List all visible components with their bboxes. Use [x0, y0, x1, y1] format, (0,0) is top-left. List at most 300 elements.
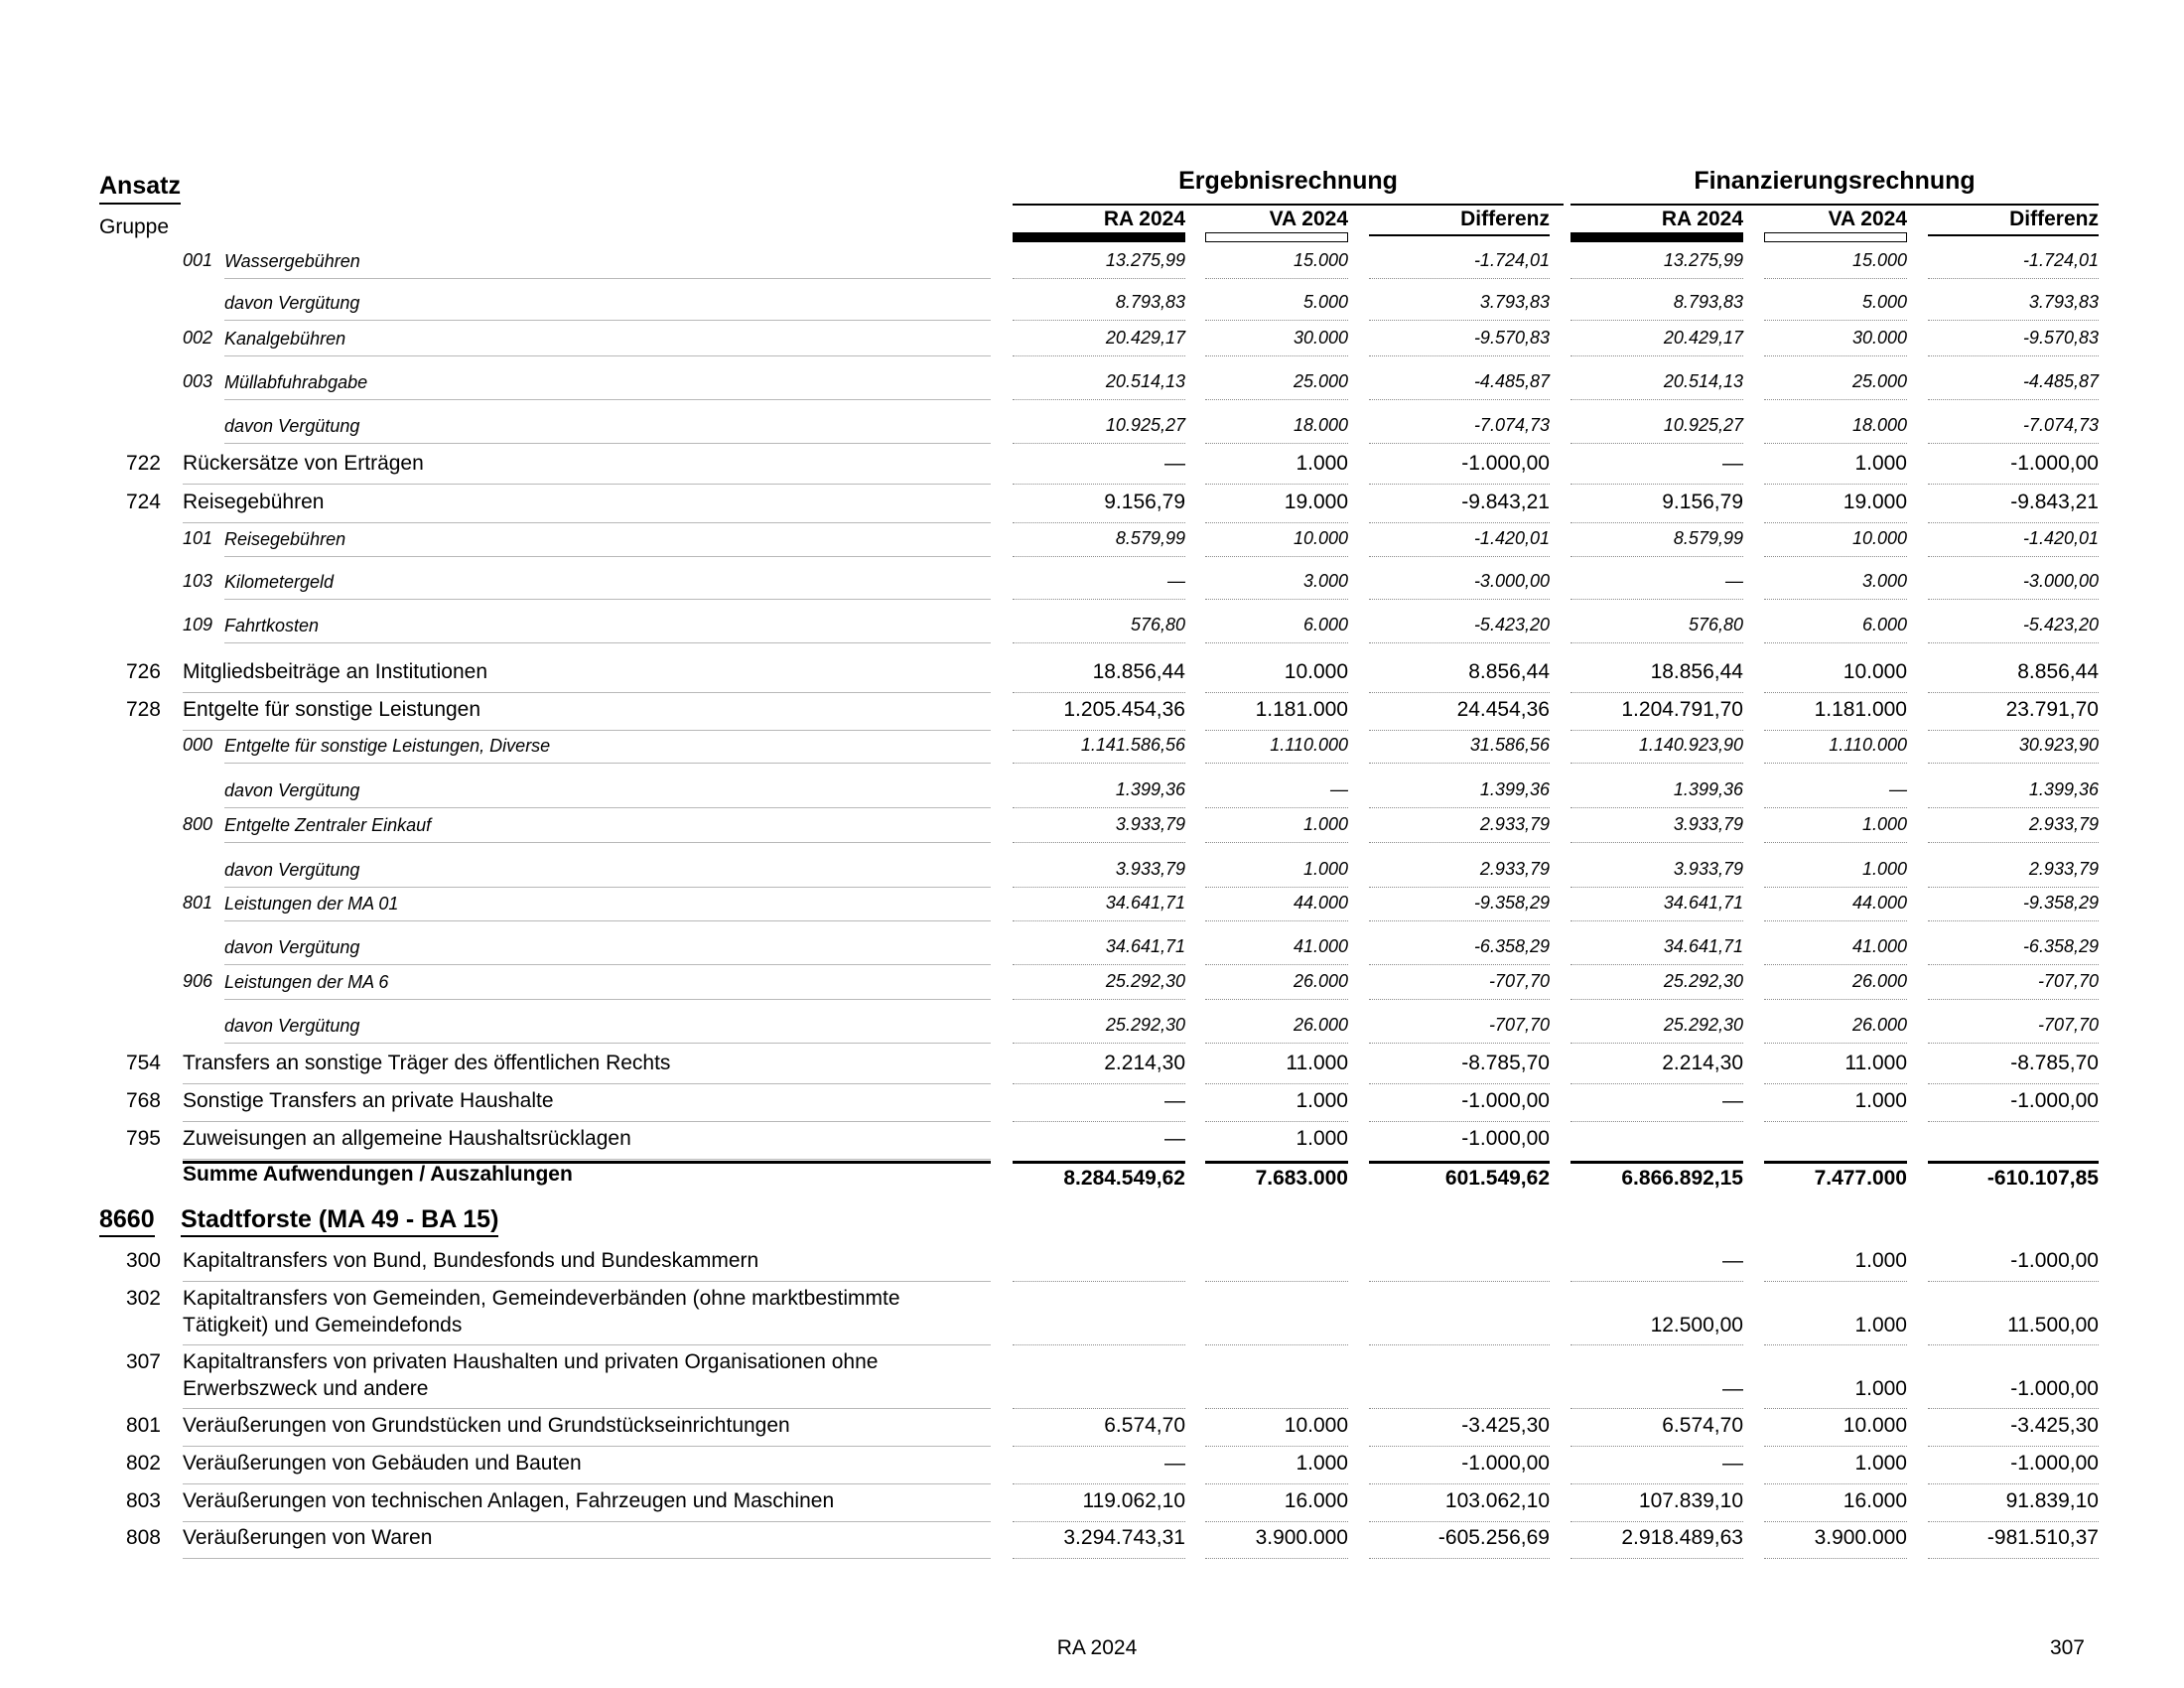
footer-label: RA 2024	[1056, 1636, 1138, 1659]
cell-divider	[1013, 1521, 1185, 1522]
row-divider	[183, 692, 991, 693]
cell-ergebnis-va: 25.000	[1293, 371, 1348, 391]
row-code: 001	[183, 250, 213, 270]
cell-divider	[1928, 842, 2099, 843]
cell-divider	[1764, 920, 1907, 921]
cell-divider	[1013, 842, 1185, 843]
cell-finanz-diff: -1.724,01	[2022, 250, 2099, 270]
col-header-finanz-ra: RA 2024	[1570, 205, 1743, 236]
row-divider	[224, 642, 991, 643]
row-label: Veräußerungen von Grundstücken und Grundstückseinrichtungen	[183, 1414, 790, 1437]
row-code: 795	[125, 1127, 161, 1150]
cell-divider	[1764, 522, 1907, 523]
cell-divider	[1570, 964, 1743, 965]
gruppe-header: Gruppe	[99, 215, 170, 238]
cell-divider	[1013, 443, 1185, 444]
cell-divider	[1764, 355, 1907, 356]
cell-divider	[1205, 1281, 1348, 1282]
cell-divider	[1570, 730, 1743, 731]
cell-divider	[1013, 1043, 1185, 1044]
cell-ergebnis-diff: -3.000,00	[1473, 571, 1550, 591]
row-code: 726	[125, 660, 161, 683]
cell-ergebnis-va: 1.000	[1296, 1089, 1348, 1112]
cell-divider	[1764, 599, 1907, 600]
cell-finanz-va: 26.000	[1851, 971, 1907, 991]
cell-divider	[1205, 320, 1348, 321]
cell-divider	[1205, 278, 1348, 279]
cell-divider	[1369, 1083, 1550, 1084]
cell-finanz-va: 10.000	[1843, 1414, 1907, 1437]
cell-divider	[1013, 887, 1185, 888]
cell-divider	[1570, 443, 1743, 444]
cell-divider	[1928, 399, 2099, 400]
cell-divider	[1369, 642, 1550, 643]
row-code: 724	[125, 491, 161, 513]
cell-divider	[1013, 1483, 1185, 1484]
cell-ergebnis-diff: -4.485,87	[1473, 371, 1550, 391]
cell-divider	[1013, 920, 1185, 921]
row-label: Reisegebühren	[183, 491, 325, 513]
cell-finanz-ra: 2.918.489,63	[1621, 1526, 1743, 1549]
cell-finanz-ra: —	[1722, 1377, 1743, 1400]
cell-divider	[1764, 399, 1907, 400]
cell-finanz-ra: 12.500,00	[1650, 1314, 1743, 1336]
row-divider	[224, 964, 991, 965]
cell-divider	[1013, 1446, 1185, 1447]
cell-divider	[1013, 807, 1185, 808]
cell-divider	[1570, 399, 1743, 400]
cell-ergebnis-va: 3.900.000	[1255, 1526, 1348, 1549]
ra-indicator-bar	[1013, 232, 1185, 242]
cell-ergebnis-ra: 3.933,79	[1115, 859, 1185, 879]
cell-ergebnis-ra: 34.641,71	[1105, 936, 1185, 956]
cell-ergebnis-ra: 34.641,71	[1105, 893, 1185, 913]
cell-ergebnis-va: 1.000	[1296, 452, 1348, 475]
cell-finanz-ra: 3.933,79	[1673, 859, 1743, 879]
cell-finanz-ra: —	[1722, 1249, 1743, 1272]
row-label: Leistungen der MA 6	[224, 972, 389, 992]
cell-divider	[1570, 1043, 1743, 1044]
cell-ergebnis-va: 11.000	[1286, 1052, 1348, 1074]
cell-divider	[1570, 887, 1743, 888]
cell-ergebnis-diff: 103.062,10	[1444, 1489, 1550, 1512]
cell-finanz-va: 44.000	[1851, 893, 1907, 913]
row-code: 002	[183, 328, 213, 348]
cell-ergebnis-va: 6.000	[1302, 615, 1348, 634]
cell-finanz-va: —	[1889, 779, 1907, 799]
row-divider	[183, 1558, 991, 1559]
cell-ergebnis-diff: -1.000,00	[1461, 1452, 1550, 1475]
cell-finanz-ra: 2.214,30	[1662, 1052, 1743, 1074]
cell-finanz-diff: -1.000,00	[2010, 1377, 2099, 1400]
cell-ergebnis-va: 1.000	[1302, 859, 1348, 879]
cell-divider	[1013, 763, 1185, 764]
row-label: davon Vergütung	[224, 780, 360, 800]
cell-divider	[1764, 999, 1907, 1000]
cell-ergebnis-va: 10.000	[1284, 660, 1348, 683]
cell-divider	[1570, 556, 1743, 557]
cell-ergebnis-ra: 25.292,30	[1105, 971, 1185, 991]
cell-finanz-ra: 10.925,27	[1663, 415, 1743, 435]
row-code: 103	[183, 571, 213, 591]
cell-finanz-diff: 91.839,10	[2005, 1489, 2099, 1512]
cell-ergebnis-va: 15.000	[1293, 250, 1348, 270]
cell-finanz-ra: —	[1722, 452, 1743, 475]
cell-ergebnis-diff: -1.000,00	[1461, 1127, 1550, 1150]
row-code: 722	[125, 452, 161, 475]
cell-ergebnis-va: 18.000	[1293, 415, 1348, 435]
cell-divider	[1570, 320, 1743, 321]
cell-ergebnis-ra: 576,80	[1130, 615, 1185, 634]
cell-divider	[1928, 1121, 2099, 1122]
row-code: 109	[183, 615, 213, 634]
cell-ergebnis-va: 26.000	[1293, 1015, 1348, 1035]
cell-divider	[1764, 1446, 1907, 1447]
cell-divider	[1013, 556, 1185, 557]
cell-divider	[1205, 730, 1348, 731]
cell-divider	[1369, 355, 1550, 356]
cell-finanz-diff: -610.107,85	[1986, 1167, 2099, 1190]
cell-ergebnis-diff: -707,70	[1488, 971, 1550, 991]
cell-divider	[1369, 692, 1550, 693]
cell-divider	[1013, 484, 1185, 485]
cell-ergebnis-diff: 3.793,83	[1479, 292, 1550, 312]
cell-divider	[1928, 1281, 2099, 1282]
cell-divider	[1928, 1161, 2099, 1164]
cell-finanz-diff: -9.843,21	[2010, 491, 2099, 513]
col-header-ergebnis-va: VA 2024	[1205, 205, 1348, 236]
cell-ergebnis-diff: 8.856,44	[1468, 660, 1550, 683]
row-code: 800	[183, 814, 213, 834]
cell-ergebnis-va: —	[1330, 779, 1348, 799]
cell-divider	[1013, 999, 1185, 1000]
cell-finanz-va: 16.000	[1843, 1489, 1907, 1512]
cell-divider	[1369, 887, 1550, 888]
cell-finanz-va: 26.000	[1851, 1015, 1907, 1035]
cell-divider	[1013, 642, 1185, 643]
cell-divider	[1928, 278, 2099, 279]
cell-divider	[1928, 692, 2099, 693]
section-title: Stadtforste (MA 49 - BA 15)	[181, 1203, 498, 1237]
cell-divider	[1928, 1483, 2099, 1484]
row-code: 302	[125, 1287, 161, 1310]
cell-divider	[1928, 320, 2099, 321]
cell-divider	[1928, 642, 2099, 643]
cell-ergebnis-va: 5.000	[1302, 292, 1348, 312]
cell-finanz-va: 5.000	[1861, 292, 1907, 312]
cell-ergebnis-ra: 6.574,70	[1104, 1414, 1185, 1437]
cell-finanz-diff: 1.399,36	[2028, 779, 2099, 799]
cell-divider	[1205, 355, 1348, 356]
ansatz-header: Ansatz	[99, 171, 181, 205]
row-label: Rückersätze von Erträgen	[183, 452, 424, 475]
cell-divider	[1013, 1344, 1185, 1345]
cell-divider	[1764, 1161, 1907, 1164]
row-label: Entgelte für sonstige Leistungen, Diverse	[224, 736, 551, 756]
cell-divider	[1013, 1408, 1185, 1409]
cell-finanz-ra: —	[1722, 1452, 1743, 1475]
cell-finanz-va: 1.181.000	[1814, 698, 1907, 721]
cell-finanz-ra: —	[1725, 571, 1743, 591]
cell-ergebnis-va: 1.110.000	[1270, 735, 1348, 755]
cell-ergebnis-ra: 2.214,30	[1104, 1052, 1185, 1074]
cell-divider	[1013, 692, 1185, 693]
cell-divider	[1369, 320, 1550, 321]
va-indicator-bar	[1764, 232, 1907, 242]
cell-divider	[1013, 1161, 1185, 1164]
cell-ergebnis-ra: 3.294.743,31	[1063, 1526, 1185, 1549]
cell-ergebnis-ra: —	[1164, 1089, 1185, 1112]
cell-finanz-ra: 8.579,99	[1673, 528, 1743, 548]
cell-finanz-ra: 3.933,79	[1673, 814, 1743, 834]
ergebnisrechnung-title: Ergebnisrechnung	[1178, 167, 1398, 195]
cell-finanz-diff: -4.485,87	[2022, 371, 2099, 391]
cell-finanz-va: 3.000	[1861, 571, 1907, 591]
row-divider	[183, 1521, 991, 1522]
cell-divider	[1205, 1083, 1348, 1084]
row-code: 307	[125, 1350, 161, 1373]
cell-divider	[1570, 1344, 1743, 1345]
row-label: Müllabfuhrabgabe	[224, 372, 368, 392]
cell-finanz-ra: 20.429,17	[1663, 328, 1743, 348]
row-divider	[183, 1281, 991, 1282]
cell-divider	[1764, 443, 1907, 444]
row-divider	[183, 1159, 991, 1160]
cell-divider	[1205, 484, 1348, 485]
cell-ergebnis-diff: -1.000,00	[1461, 452, 1550, 475]
cell-ergebnis-diff: 601.549,62	[1444, 1167, 1550, 1190]
cell-divider	[1764, 320, 1907, 321]
cell-divider	[1928, 887, 2099, 888]
cell-ergebnis-va: 10.000	[1293, 528, 1348, 548]
cell-finanz-diff: -981.510,37	[1986, 1526, 2099, 1549]
cell-divider	[1764, 730, 1907, 731]
cell-finanz-diff: -707,70	[2037, 971, 2099, 991]
row-label: Kapitaltransfers von Gemeinden, Gemeindeverbänden (ohne marktbestimmte	[183, 1287, 900, 1310]
cell-finanz-va: 19.000	[1843, 491, 1907, 513]
row-divider	[183, 1083, 991, 1084]
cell-finanz-diff: -1.000,00	[2010, 452, 2099, 475]
cell-finanz-diff: -1.420,01	[2022, 528, 2099, 548]
row-label: davon Vergütung	[224, 293, 360, 313]
row-divider	[183, 1483, 991, 1484]
cell-finanz-ra: 1.204.791,70	[1621, 698, 1743, 721]
cell-divider	[1369, 763, 1550, 764]
cell-divider	[1205, 763, 1348, 764]
cell-finanz-diff: 8.856,44	[2017, 660, 2099, 683]
row-label: Veräußerungen von Waren	[183, 1526, 433, 1549]
cell-divider	[1369, 842, 1550, 843]
cell-divider	[1013, 1121, 1185, 1122]
cell-divider	[1570, 1483, 1743, 1484]
cell-divider	[1570, 1121, 1743, 1122]
cell-divider	[1764, 278, 1907, 279]
cell-finanz-va: 18.000	[1851, 415, 1907, 435]
cell-divider	[1205, 522, 1348, 523]
row-code: 101	[183, 528, 213, 548]
row-divider	[224, 320, 991, 321]
cell-divider	[1764, 763, 1907, 764]
cell-finanz-va: 30.000	[1851, 328, 1907, 348]
cell-divider	[1205, 556, 1348, 557]
cell-divider	[1570, 1281, 1743, 1282]
row-label: davon Vergütung	[224, 416, 360, 436]
row-divider	[224, 599, 991, 600]
cell-ergebnis-diff: -9.843,21	[1461, 491, 1550, 513]
cell-ergebnis-diff: 24.454,36	[1456, 698, 1550, 721]
row-label-continued: Erwerbszweck und andere	[183, 1377, 429, 1400]
row-divider	[183, 1408, 991, 1409]
cell-divider	[1013, 320, 1185, 321]
row-divider	[224, 399, 991, 400]
cell-divider	[1570, 1558, 1743, 1559]
cell-ergebnis-va: 30.000	[1293, 328, 1348, 348]
cell-ergebnis-ra: 20.514,13	[1105, 371, 1185, 391]
cell-ergebnis-diff: -9.570,83	[1473, 328, 1550, 348]
row-code: 754	[125, 1052, 161, 1074]
cell-ergebnis-va: 26.000	[1293, 971, 1348, 991]
row-label: Kanalgebühren	[224, 329, 346, 349]
cell-divider	[1205, 920, 1348, 921]
cell-ergebnis-ra: 20.429,17	[1105, 328, 1185, 348]
cell-divider	[1928, 730, 2099, 731]
col-header-ergebnis-diff: Differenz	[1369, 205, 1550, 236]
cell-ergebnis-diff: -1.000,00	[1461, 1089, 1550, 1112]
row-label: Fahrtkosten	[224, 616, 320, 635]
cell-divider	[1764, 1121, 1907, 1122]
row-code: 906	[183, 971, 213, 991]
cell-divider	[1205, 1161, 1348, 1164]
cell-divider	[1205, 399, 1348, 400]
cell-ergebnis-diff: 2.933,79	[1479, 859, 1550, 879]
cell-finanz-ra: 25.292,30	[1663, 1015, 1743, 1035]
cell-divider	[1369, 920, 1550, 921]
cell-finanz-diff: -3.425,30	[2010, 1414, 2099, 1437]
row-divider	[224, 763, 991, 764]
cell-divider	[1928, 484, 2099, 485]
cell-divider	[1570, 642, 1743, 643]
cell-divider	[1928, 1521, 2099, 1522]
cell-divider	[1570, 522, 1743, 523]
cell-divider	[1570, 278, 1743, 279]
cell-divider	[1764, 1558, 1907, 1559]
section-code: 8660	[99, 1203, 155, 1237]
cell-divider	[1928, 1408, 2099, 1409]
cell-divider	[1570, 484, 1743, 485]
cell-finanz-va: 3.900.000	[1814, 1526, 1907, 1549]
cell-ergebnis-ra: 25.292,30	[1105, 1015, 1185, 1035]
row-divider	[224, 920, 991, 921]
cell-ergebnis-va: 10.000	[1284, 1414, 1348, 1437]
row-code: 768	[125, 1089, 161, 1112]
cell-divider	[1764, 556, 1907, 557]
cell-finanz-va: 6.000	[1861, 615, 1907, 634]
cell-finanz-va: 25.000	[1851, 371, 1907, 391]
row-divider	[224, 999, 991, 1000]
row-label-continued: Tätigkeit) und Gemeindefonds	[183, 1314, 463, 1336]
row-code: 802	[125, 1452, 161, 1475]
cell-divider	[1369, 599, 1550, 600]
cell-divider	[1764, 1483, 1907, 1484]
cell-ergebnis-ra: —	[1164, 452, 1185, 475]
cell-divider	[1570, 763, 1743, 764]
cell-finanz-va: 10.000	[1843, 660, 1907, 683]
cell-finanz-va: 1.000	[1854, 1314, 1907, 1336]
cell-divider	[1764, 1408, 1907, 1409]
cell-finanz-ra: 34.641,71	[1663, 893, 1743, 913]
cell-finanz-ra: 8.793,83	[1673, 292, 1743, 312]
page-number: 307	[2049, 1636, 2085, 1659]
cell-finanz-ra: 1.140.923,90	[1638, 735, 1743, 755]
cell-finanz-va: 1.000	[1854, 1089, 1907, 1112]
cell-ergebnis-ra: 18.856,44	[1092, 660, 1185, 683]
cell-finanz-ra: —	[1722, 1089, 1743, 1112]
cell-divider	[1205, 999, 1348, 1000]
cell-divider	[1205, 1043, 1348, 1044]
cell-ergebnis-va: 44.000	[1293, 893, 1348, 913]
cell-finanz-va: 1.000	[1854, 1452, 1907, 1475]
cell-finanz-ra: 18.856,44	[1650, 660, 1743, 683]
cell-divider	[1369, 1558, 1550, 1559]
cell-divider	[1369, 807, 1550, 808]
cell-ergebnis-ra: —	[1164, 1127, 1185, 1150]
cell-finanz-diff: -7.074,73	[2022, 415, 2099, 435]
row-label: davon Vergütung	[224, 937, 360, 957]
row-divider	[224, 1043, 991, 1044]
row-label: Veräußerungen von Gebäuden und Bauten	[183, 1452, 582, 1475]
cell-divider	[1570, 599, 1743, 600]
cell-finanz-ra: 6.574,70	[1662, 1414, 1743, 1437]
cell-divider	[1013, 1558, 1185, 1559]
cell-divider	[1570, 999, 1743, 1000]
row-label: Sonstige Transfers an private Haushalte	[183, 1089, 554, 1112]
cell-divider	[1928, 807, 2099, 808]
cell-finanz-ra: 576,80	[1688, 615, 1743, 634]
cell-divider	[1928, 999, 2099, 1000]
cell-divider	[1928, 355, 2099, 356]
cell-divider	[1205, 807, 1348, 808]
cell-divider	[1205, 1344, 1348, 1345]
row-divider	[224, 807, 991, 808]
cell-divider	[1928, 443, 2099, 444]
cell-divider	[1369, 1043, 1550, 1044]
row-code: 801	[183, 893, 213, 913]
row-divider	[183, 484, 991, 485]
row-label: Summe Aufwendungen / Auszahlungen	[183, 1163, 573, 1186]
cell-ergebnis-ra: 1.205.454,36	[1063, 698, 1185, 721]
row-label: Kapitaltransfers von Bund, Bundesfonds und Bundeskammern	[183, 1249, 759, 1272]
cell-divider	[1570, 842, 1743, 843]
cell-finanz-va: 7.477.000	[1814, 1167, 1907, 1190]
cell-divider	[1205, 1558, 1348, 1559]
cell-ergebnis-ra: —	[1164, 1452, 1185, 1475]
cell-divider	[1205, 1483, 1348, 1484]
cell-divider	[1570, 355, 1743, 356]
cell-divider	[1928, 1344, 2099, 1345]
cell-ergebnis-va: 3.000	[1302, 571, 1348, 591]
cell-finanz-diff: 30.923,90	[2018, 735, 2099, 755]
col-header-finanz-va: VA 2024	[1764, 205, 1907, 236]
cell-ergebnis-diff: -5.423,20	[1473, 615, 1550, 634]
cell-divider	[1205, 1121, 1348, 1122]
cell-ergebnis-ra: 10.925,27	[1105, 415, 1185, 435]
cell-divider	[1928, 763, 2099, 764]
cell-divider	[1369, 399, 1550, 400]
cell-divider	[1013, 964, 1185, 965]
cell-ergebnis-ra: 1.141.586,56	[1080, 735, 1185, 755]
cell-ergebnis-diff: -9.358,29	[1473, 893, 1550, 913]
cell-ergebnis-ra: 119.062,10	[1082, 1489, 1185, 1512]
